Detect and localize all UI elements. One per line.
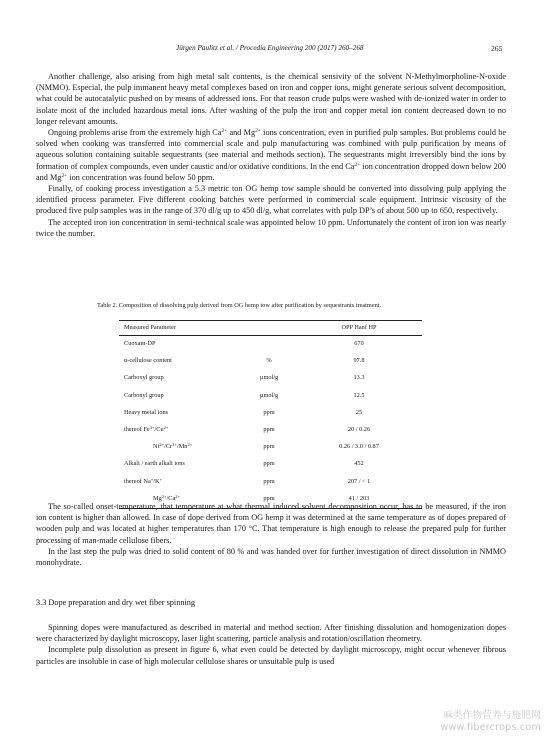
parameter-cell: α-cellulose content	[124, 357, 172, 365]
paragraph: Another challenge, also arising from high metal salt contents, is the chemical sensivity of the solvent N-Methylmorpholine-N-oxide (NMMO). Especial, the pulp immanent heavy metal complexes based on iron and copper ions, might generate serious solvent decomposition, what could be autocatalytic pushed on by means of addressed ions. For that reason crude pulps were washed with de-ionized water in order to isolate most of the included hazardous metal ions. After washing of the pulp the iron and copper metal ion content decreased down to no longer relevant amounts.	[36, 72, 506, 126]
paragraph: In the last step the pulp was dried to solid content of 80 % and was handed over for further investigation of direct dissolution in NMMO monohydrate.	[36, 546, 506, 568]
unit-cell: µmol/g	[259, 374, 279, 382]
body-text-middle	[36, 501, 506, 568]
parameter-cell: Cuoxam-DP	[124, 340, 156, 347]
table-row	[119, 353, 422, 370]
parameter-cell: $Ni^{2+}/Cr^{3+}/Mn^{2+}$	[153, 442, 193, 451]
unit-cell: ppm	[263, 477, 275, 485]
parameter-cell: Alkali / earth alkali ions	[124, 460, 185, 468]
section-heading: 3.3 Dope preparation and dry wet fiber spinning	[36, 598, 195, 607]
unit-cell: ppm	[263, 425, 275, 433]
unit-cell: ppm	[263, 443, 275, 451]
paragraph: The accepted iron ion concentration in semi-technical scale was appointed below 10 ppm. Unfortunately the content of iron ion was nearly twice the number.	[36, 217, 506, 238]
paragraph: Incomplete pulp dissolution as present in figure 6, what even could be detected by daylight microscopy, might occur whenever fibrous particles are insoluble in case of high molecular cellulose shares or unsuitable pulp is used	[36, 645, 506, 666]
composition-table	[119, 320, 422, 509]
value-cell: 207 / < 1	[347, 477, 371, 485]
table-row	[119, 439, 422, 456]
value-cell: 452	[354, 460, 364, 468]
unit-cell: µmol/g	[259, 391, 279, 399]
value-cell: 41 / 203	[348, 494, 370, 502]
watermark-url: www.fibercrops.com	[440, 722, 541, 733]
value-cell: 25	[355, 408, 363, 416]
parameter-cell: Carboxyl group	[124, 374, 164, 382]
value-cell: 0.26 / 3.0 / 0.87	[339, 443, 379, 451]
value-cell: 20 / 0.26	[347, 425, 371, 433]
unit-cell: ppm	[263, 408, 275, 416]
table-caption: Table 2. Composition of dissolving pulp derived from OG hemp tow after purification by sequestrants treatment.	[97, 302, 382, 309]
unit-cell: %	[266, 357, 272, 365]
watermark	[431, 710, 541, 734]
column-header-value: OPP Hanf HP	[341, 324, 377, 331]
parameter-cell: thereof Na+/K+	[124, 476, 163, 485]
parameter-cell: Carbonyl group	[124, 391, 164, 399]
unit-cell: ppm	[263, 460, 275, 468]
value-cell: 12.5	[353, 391, 365, 399]
value-cell: 97.8	[353, 357, 365, 365]
parameter-cell: Heavy metal ions	[124, 408, 169, 416]
body-text-top	[36, 71, 506, 239]
page-number: 265	[491, 44, 503, 53]
value-cell: 13.3	[353, 374, 365, 382]
running-header	[0, 44, 544, 56]
unit-cell: ppm	[263, 494, 275, 502]
table-header-row	[119, 321, 422, 335]
table-row	[119, 336, 422, 353]
value-cell: 670	[354, 340, 364, 347]
column-header-parameter: Measured Parameter	[124, 324, 176, 331]
paragraph: Finally, of cooking process investigation a 5.3 metric ton OG hemp tow sample should be converted into dissolving pulp applying the identified process parameter. Five different cooking batches were performed in commercial scale equipment. Intrinsic viscosity of the produced five pulp samples was in the range of 370 dl/g up to 450 dl/g, what correlates with pulp DP’s of about 500 up to 650, respectively.	[36, 184, 506, 216]
body-text-bottom	[36, 622, 506, 667]
parameter-cell: $Mg^{2+}/Ca^{2+}$	[153, 493, 181, 502]
table-row	[119, 456, 422, 473]
table-row	[119, 422, 422, 439]
running-title: Jürgen Paulitz et al. / Procedia Engineering 200 (2017) 260–268	[176, 44, 364, 52]
parameter-cell: thereof $Fe^{3+}/Cu^{2+}$	[124, 424, 169, 433]
paragraph: Spinning dopes were manufactured as described in material and method section. After finishing dissolution and homogenization dopes were characterized by daylight microscopy, laser light scattering, particle analysis and rotation/oscillation rheometry.	[36, 623, 506, 644]
table-row	[119, 370, 422, 387]
table-row	[119, 388, 422, 405]
table-row	[119, 405, 422, 422]
watermark-line: 麻类作物营养与施肥网	[443, 710, 541, 721]
paragraph: The so-called onset-temperature, that temperature at what thermal induced solvent decomposition occur, has to be measured, if the iron ion content is higher than allowed. In case of dope derived from OG hemp it was determined at the same temperature as of dopes prepared of wooden pulp and was located at higher temperatures than 170 °C. That temperature is high enough to release the prepared pulp for further processing of man-made cellulose fibers.	[36, 502, 506, 545]
table-row	[119, 474, 422, 491]
paragraph: Ongoing problems arise from the extremely high $Ca^{2+}$ and $Mg^{2+}$ ions concentration, even in purified pulp samples. But problems could be solved when cooking was transferred into commercial scale and pulp manufacturing was combined with pulp purification by means of aqueous solution containing suitable sequestrants (see material and methods section). The sequestrants might irreversibly bind the ions by formation of complex compounds, even under caustic and/or oxidative conditions. In the end $Ca^{2+}$ ion concentration dropped down below 200 and $Mg^{2+}$ ion concentration was found below 50 ppm.	[36, 128, 506, 182]
